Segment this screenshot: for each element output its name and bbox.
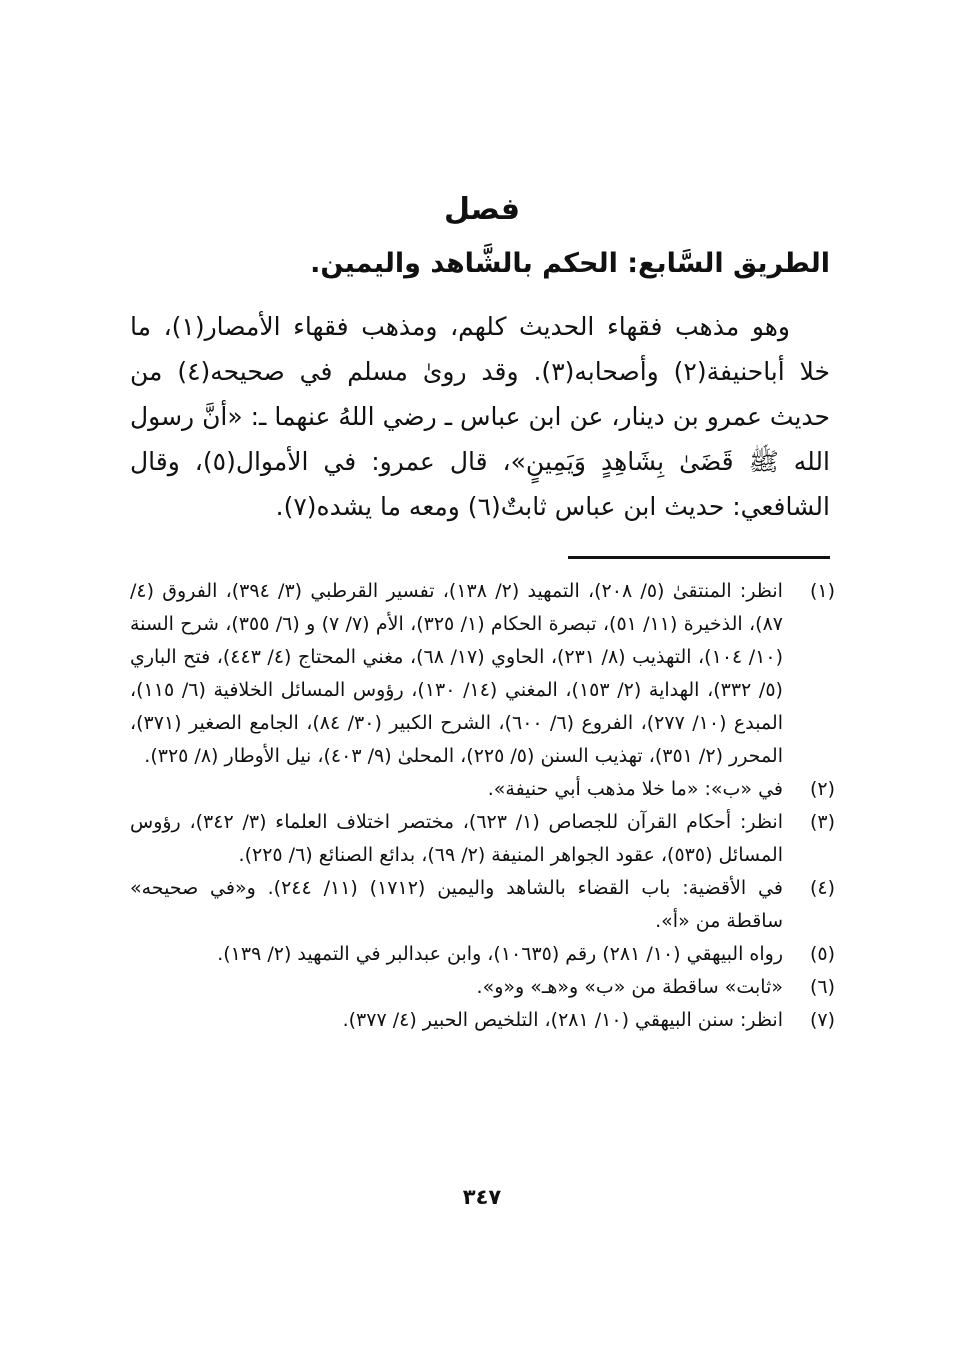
footnote-item <box>130 1004 835 1037</box>
footnote-number: (١) <box>809 580 835 602</box>
footnote-item <box>130 938 835 971</box>
footnote-text: انظر: المنتقىٰ (٥/ ٢٠٨)، التمهيد (٢/ ١٣٨)، تفسير القرطبي (٣/ ٣٩٤)، الفروق (٤/ ٨٧)، الذخيرة (١١/ ٥١)، تبصرة الحكام (١/ ٣٢٥)، الأم (٧/ ٧) و (٦/ ٣٥٥)، شرح السنة (١٠/ ١٠٤)، التهذيب (٨/ ٢٣١)، الحاوي (١٧/ ٦٨)، مغني المحتاج (٤/ ٤٤٣)، فتح الباري (٥/ ٣٣٢)، الهداية (٢/ ١٥٣)، المغني (١٤/ ١٣٠)، رؤوس المسائل الخلافية (٦/ ١١٥)، المبدع (١٠/ ٢٧٧)، الفروع (٦/ ٦٠٠)، الشرح الكبير (٣٠/ ٨٤)، الجامع الصغير (٣٧١)، المحرر (٢/ ٣٥١)، تهذيب السنن (٥/ ٢٢٥)، المحلىٰ (٩/ ٤٠٣)، نيل الأوطار (٨/ ٣٢٥). <box>130 580 783 767</box>
footnote-item <box>130 971 835 1004</box>
footnote-text: رواه البيهقي (١٠/ ٢٨١) رقم (١٠٦٣٥)، وابن عبدالبر في التمهيد (٢/ ١٣٩). <box>217 943 783 965</box>
footnote-item <box>130 575 835 773</box>
footnote-text: في الأقضية: باب القضاء بالشاهد واليمين (١٧١٢) (١١/ ٢٤٤). و«في صحيحه» ساقطة من «أ». <box>130 877 783 932</box>
section-subheading: الطريق السَّابع: الحكم بالشَّاهد واليمين. <box>310 248 830 279</box>
footnote-text: في «ب»: «ما خلا مذهب أبي حنيفة». <box>487 778 783 800</box>
footnote-divider <box>568 556 830 559</box>
footnotes-list <box>130 575 835 1037</box>
main-paragraph-block <box>130 304 830 529</box>
section-heading: فصل <box>444 192 520 227</box>
footnote-number: (٧) <box>809 1009 835 1031</box>
footnote-number: (٦) <box>809 976 835 998</box>
footnote-item <box>130 773 835 806</box>
footnote-text: انظر: سنن البيهقي (١٠/ ٢٨١)، التلخيص الحبير (٤/ ٣٧٧). <box>342 1009 783 1031</box>
footnote-item <box>130 872 835 938</box>
main-paragraph: وهو مذهب فقهاء الحديث كلهم، ومذهب فقهاء الأمصار(١)، ما خلا أباحنيفة(٢) وأصحابه(٣). وقد روىٰ مسلم في صحيحه(٤) من حديث عمرو بن دينار، عن ابن عباس ـ رضي اللهُ عنهما ـ: «أنَّ رسول الله ﷺ قَضَىٰ بِشَاهِدٍ وَيَمِينٍ»، قال عمرو: في الأموال(٥)، وقال الشافعي: حديث ابن عباس ثابتٌ(٦) ومعه ما يشده(٧). <box>130 312 830 521</box>
footnote-number: (٢) <box>809 778 835 800</box>
footnote-text: «ثابت» ساقطة من «ب» و«هـ» و«و». <box>476 976 783 998</box>
footnote-number: (٥) <box>809 943 835 965</box>
page-number: ٣٤٧ <box>462 1185 502 1209</box>
footnote-item <box>130 806 835 872</box>
footnote-number: (٤) <box>809 877 835 899</box>
footnote-number: (٣) <box>809 811 835 833</box>
footnote-text: انظر: أحكام القرآن للجصاص (١/ ٦٢٣)، مختصر اختلاف العلماء (٣/ ٣٤٢)، رؤوس المسائل (٥٣٥)، عقود الجواهر المنيفة (٢/ ٦٩)، بدائع الصنائع (٦/ ٢٢٥). <box>130 811 783 866</box>
